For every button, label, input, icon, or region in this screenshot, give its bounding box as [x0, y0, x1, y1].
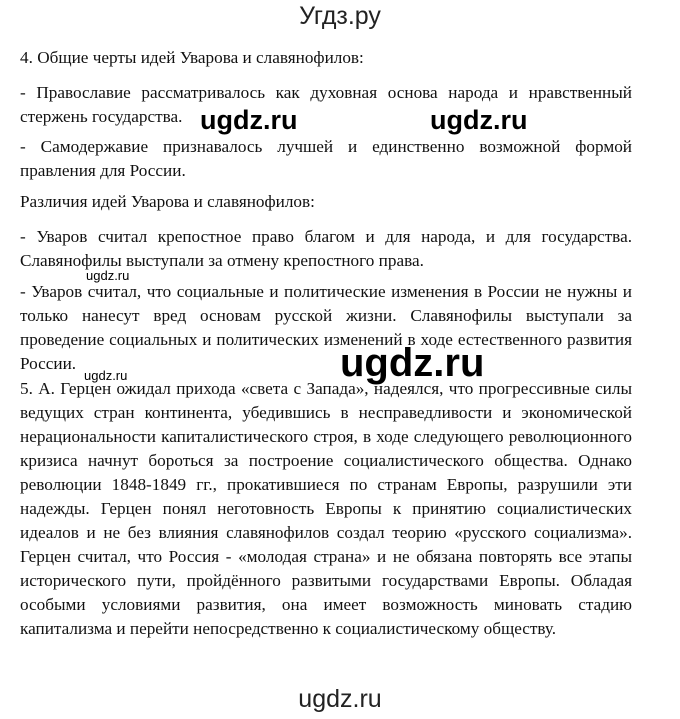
watermark: ugdz.ru — [200, 105, 298, 135]
paragraph-serfdom: - Уваров считал крепостное право благом и для народа, и для государства. Славянофилы выступали за отмену крепостного права. — [20, 227, 632, 270]
paragraph-changes: - Уваров считал, что социальные и политические изменения в России не нужны и только нанесут вред основам русской жизни. Славянофилы выступали за проведение социальных и политических изменений в ходе естественного развития России. — [20, 282, 632, 373]
paragraph-differences-heading: Различия идей Уварова и славянофилов: — [20, 192, 315, 211]
paragraph-common-traits-heading: 4. Общие черты идей Уварова и славянофилов: — [20, 48, 364, 67]
site-footer: ugdz.ru — [298, 685, 382, 713]
watermark: ugdz.ru — [84, 368, 128, 383]
watermark: ugdz.ru — [86, 268, 130, 283]
paragraph-orthodoxy: - Православие рассматривалось как духовная основа народа и нравственный стержень государства. — [20, 83, 632, 126]
site-header: Угдз.ру — [299, 2, 381, 30]
watermark: ugdz.ru — [430, 105, 528, 135]
watermark: ugdz.ru — [340, 341, 485, 385]
paragraph-autocracy: - Самодержавие признавалось лучшей и единственно возможной формой правления для России. — [20, 137, 632, 180]
paragraph-herzen: 5. А. Герцен ожидал прихода «света с Запада», надеялся, что прогрессивные силы ведущих стран континента, убедившись в несправедливости и экономической нерациональности капиталистического строя, в ходе следующего революционного кризиса начнут бороться за построение социалистического общества. Однако революции 1848-1849 гг., прокатившиеся по странам Европы, разрушили эти надежды. Герцен понял неготовность Европы к принятию социалистических идеалов и не без влияния славянофилов создал теорию «русского социализма». Герцен считал, что Россия - «молодая страна» и не обязана повторять все этапы исторического пути, пройдённого развитыми государствами Европы. Обладая особыми условиями развития, она имеет возможность миновать стадию капитализма и перейти непосредственно к социалистическому обществу. — [20, 379, 632, 638]
